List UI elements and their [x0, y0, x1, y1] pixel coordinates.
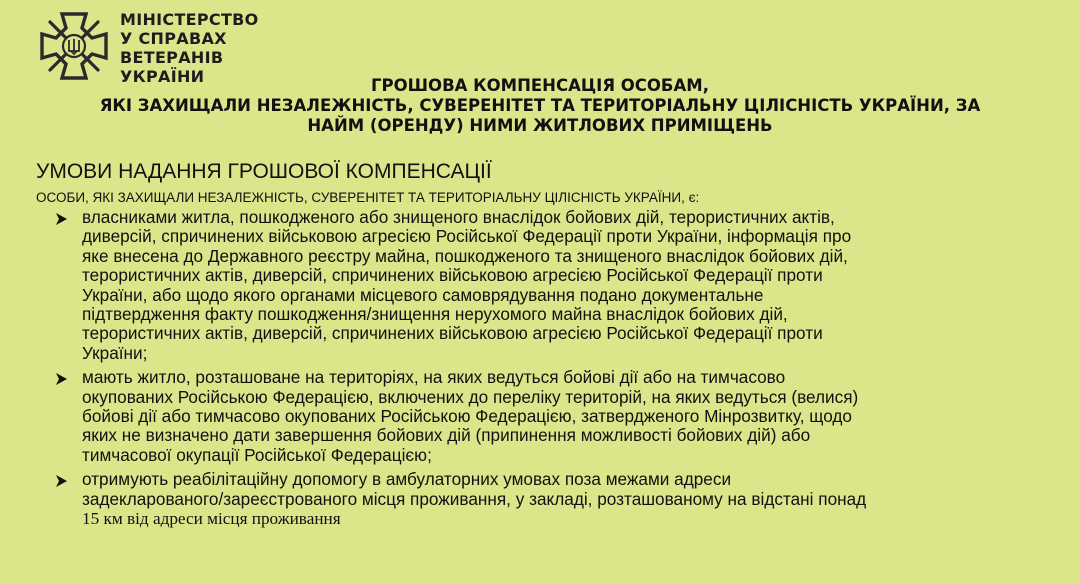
list-item: [56, 208, 1066, 363]
page-title: [0, 76, 1080, 136]
list-item-line: терористичних актів, диверсій, спричинених військовою агресією Російської Федерації проти: [82, 323, 823, 344]
list-item-line: задекларованого/зареєстрованого місця проживання, у закладі, розташованому на відстані понад: [82, 488, 867, 509]
list-item-line: тимчасової окупації Російської Федерацією;: [82, 444, 432, 465]
arrow-right-icon: [56, 373, 67, 385]
list-item-line: власниками житла, пошкодженого або знищеного внаслідок бойових дій, терористичних актів,: [82, 207, 835, 227]
title-line: НАЙМ (ОРЕНДУ) НИМИ ЖИТЛОВИХ ПРИМІЩЕНЬ: [307, 116, 773, 135]
list-item: [56, 470, 1066, 528]
ministry-name: [120, 10, 259, 86]
ministry-line: У СПРАВАХ: [120, 29, 227, 48]
list-item-line: бойові дії або тимчасово окупованих Російською Федерацією, затвердженого Мінрозвитку, щодо: [82, 406, 852, 427]
ministry-line: УКРАЇНИ: [120, 67, 205, 86]
ministry-line: ВЕТЕРАНІВ: [120, 48, 224, 67]
ministry-line: МІНІСТЕРСТВО: [120, 10, 259, 29]
list-item-line: диверсій, спричинених військовою агресією Російської Федерації проти України, інформація про: [82, 226, 852, 247]
ministry-emblem-icon: [38, 10, 110, 82]
list-item-line: отримують реабілітаційну допомогу в амбулаторних умовах поза межами адреси: [82, 469, 732, 490]
conditions-list: [56, 208, 1066, 534]
list-item-line: терористичних актів, диверсій, спричинених військовою агресією Російської Федерації проти: [82, 265, 823, 286]
title-line: ГРОШОВА КОМПЕНСАЦІЯ ОСОБАМ,: [371, 76, 709, 95]
section-heading: УМОВИ НАДАННЯ ГРОШОВОЇ КОМПЕНСАЦІЇ: [36, 160, 492, 183]
list-item-line: України, або щодо якого органами місцевого самоврядування подано документальне: [82, 284, 764, 305]
title-line: ЯКІ ЗАХИЩАЛИ НЕЗАЛЕЖНІСТЬ, СУВЕРЕНІТЕТ ТА ТЕРИТОРІАЛЬНУ ЦІЛІСНІСТЬ УКРАЇНИ, ЗА: [99, 96, 981, 115]
list-item-line: яких не визначено дати завершення бойових дій (припинення можливості бойових дій) або: [82, 425, 811, 446]
list-item-line: яке внесена до Державного реєстру майна, пошкодженого та знищеного внаслідок бойових дій,: [82, 245, 848, 266]
arrow-right-icon: [56, 213, 67, 225]
list-item: [56, 368, 1066, 465]
arrow-right-icon: [56, 475, 67, 487]
list-item-line: України;: [82, 342, 148, 363]
list-item-line: підтвердження факту пошкодження/знищення нерухомого майна внаслідок бойових дій,: [82, 304, 788, 325]
list-item-line: окупованих Російською Федерацією, включених до переліку територій, на яких ведуться (велися): [82, 386, 859, 407]
list-item-line: мають житло, розташоване на територіях, на яких ведуться бойові дії або на тимчасово: [82, 367, 786, 388]
list-item-line: 15 км від адреси місця проживання: [82, 509, 341, 529]
intro-text: ОСОБИ, ЯКІ ЗАХИЩАЛИ НЕЗАЛЕЖНІСТЬ, СУВЕРЕНІТЕТ ТА ТЕРИТОРІАЛЬНУ ЦІЛІСНІСТЬ УКРАЇНИ, є:: [36, 190, 700, 205]
